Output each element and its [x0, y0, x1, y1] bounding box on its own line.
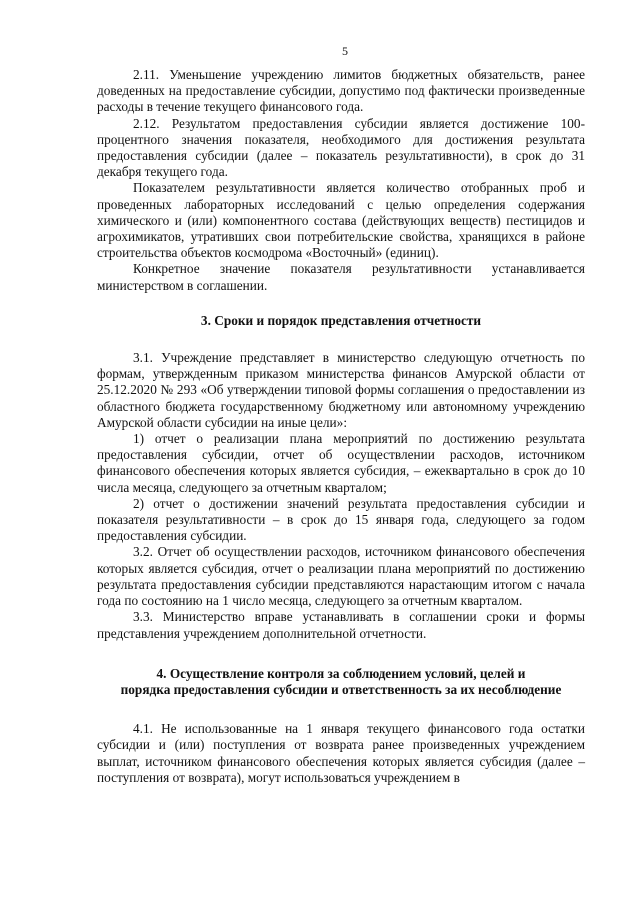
- paragraph-3-1: 3.1. Учреждение представляет в министерство следующую отчетность по формам, утвержденным приказом министерства финансов Амурской области от 25.12.2020 № 293 «Об утверждении типовой формы соглашения о предоставлении из областного бюджета государственному бюджетному или автономному учреждению Амурской области субсидии на иные цели»:: [97, 350, 585, 430]
- paragraph-3-1-item-1: 1) отчет о реализации плана мероприятий по достижению результата предоставления субсидии, отчет об осуществлении расходов, источником финансового обеспечения которых является субсидия, – ежеквартально в срок до 10 числа месяца, следующего за отчетным кварталом;: [97, 431, 585, 495]
- paragraph-4-1: 4.1. Не использованные на 1 января текущего финансового года остатки субсидии и (или) поступления от возврата ранее произведенных учреждением выплат, источником финансового обеспечения которых является субсидия (далее – поступления от возврата), могут использоваться учреждением в: [97, 721, 585, 785]
- section-4-heading-line-1: 4. Осуществление контроля за соблюдением условий, целей и: [156, 665, 526, 681]
- section-4-heading-line-2: порядка предоставления субсидии и ответственность за их несоблюдение: [120, 681, 562, 697]
- paragraph-indicator-value: Конкретное значение показателя результативности устанавливается министерством в соглашении.: [97, 261, 585, 293]
- paragraph-3-1-item-2: 2) отчет о достижении значений результата предоставления субсидии и показателя результативности – в срок до 15 января года, следующего за годом предоставления субсидии.: [97, 495, 585, 544]
- paragraph-2-11: 2.11. Уменьшение учреждению лимитов бюджетных обязательств, ранее доведенных на предоставление субсидии, допустимо под фактически произведенные расходы в течение текущего финансового года.: [97, 67, 585, 115]
- document-page: [97, 44, 585, 786]
- paragraph-2-12: 2.12. Результатом предоставления субсидии является достижение 100-процентного значения показателя, необходимого для достижения результата предоставления субсидии (далее – показатель результативности), в срок до 31 декабря текущего года.: [97, 115, 585, 180]
- paragraph-indicator-definition: Показателем результативности является количество отобранных проб и проведенных лабораторных исследований с целью определения содержания химического и (или) компонентного состава (действующих веществ) пестицидов и агрохимикатов, утративших свои потребительские свойства, хранящихся в районе строительства объектов космодрома «Восточный» (единиц).: [97, 180, 585, 261]
- section-4-heading: [97, 666, 585, 698]
- section-3-heading: 3. Сроки и порядок представления отчетности: [200, 312, 482, 328]
- paragraph-3-3: 3.3. Министерство вправе устанавливать в соглашении сроки и формы представления учреждением дополнительной отчетности.: [97, 609, 585, 641]
- paragraph-3-2: 3.2. Отчет об осуществлении расходов, источником финансового обеспечения которых является субсидия, отчет о реализации плана мероприятий по достижению результата предоставления субсидии представляются нарастающим итогом с начала года по состоянию на 1 число месяца, следующего за отчетным кварталом.: [97, 544, 585, 609]
- page-number: 5: [342, 44, 348, 58]
